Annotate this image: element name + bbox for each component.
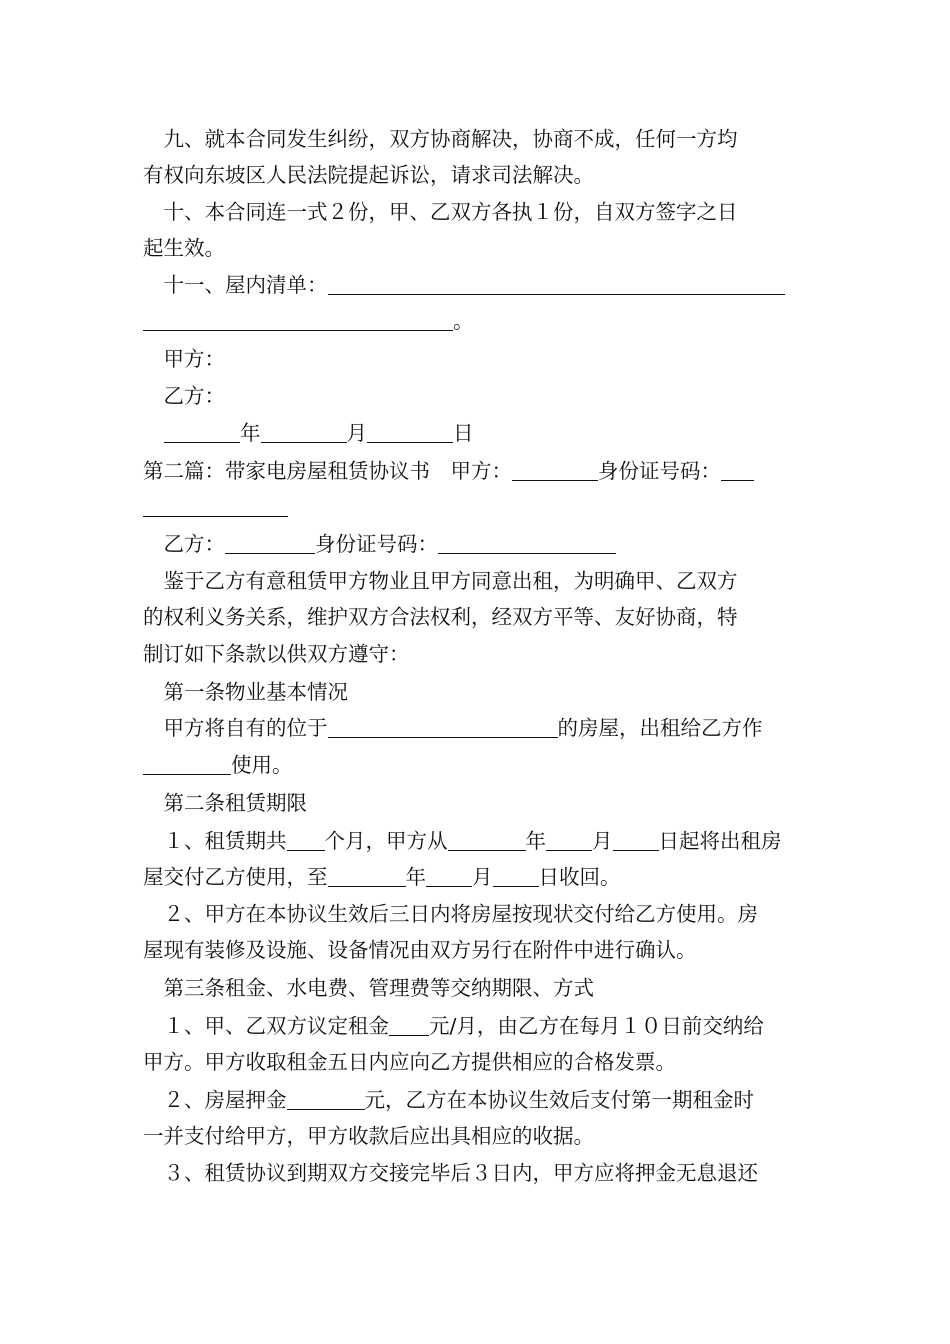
text: 日收回。 <box>538 865 621 889</box>
text: 起生效。 <box>143 236 225 260</box>
text: 甲方将自有的位于 <box>143 716 328 740</box>
text: 有权向东坡区人民法院提起诉讼，请求司法解决。 <box>143 163 594 187</box>
blank-field <box>426 864 472 887</box>
party-b-info-line <box>143 529 616 559</box>
blank-field <box>328 864 406 887</box>
text: １、租赁期共 <box>143 829 287 853</box>
blank-field <box>287 828 325 851</box>
text: 月 <box>346 421 367 445</box>
text: 屋现有装修及设施、设备情况由双方另行在附件中进行确认。 <box>143 938 697 962</box>
text: 年 <box>405 865 426 889</box>
article-2-item-1-line-1 <box>143 826 782 856</box>
text: 身份证号码： <box>598 459 721 483</box>
text: 身份证号码： <box>315 532 438 556</box>
blank-field <box>143 308 453 331</box>
text: 月 <box>592 829 613 853</box>
blank-field <box>164 420 240 443</box>
text: 元/月，由乙方在每月１０日前交纳给 <box>429 1014 764 1038</box>
clause-9-line-2 <box>143 160 594 190</box>
article-1-line-2 <box>143 750 293 780</box>
text: 乙方： <box>143 384 225 408</box>
text: 个月，甲方从 <box>324 829 448 853</box>
text: 日起将出租房 <box>658 829 782 853</box>
part-2-title-line <box>143 456 754 486</box>
text: 甲方。甲方收取租金五日内应向乙方提供相应的合格发票。 <box>143 1050 676 1074</box>
blank-field <box>287 1087 365 1110</box>
text: 使用。 <box>231 753 293 777</box>
blank-field <box>143 494 288 517</box>
blank-field <box>389 1013 429 1036</box>
text: 十一、屋内清单： <box>143 273 328 297</box>
text: 十、本合同连一式２份，甲、乙双方各执１份，自双方签字之日 <box>143 200 738 224</box>
party-a-signature <box>143 344 225 374</box>
article-2-item-1-line-2 <box>143 862 621 892</box>
blank-field <box>261 420 347 443</box>
text: 第一条物业基本情况 <box>143 680 348 704</box>
article-2-heading <box>143 788 307 818</box>
text: 。 <box>453 309 474 333</box>
text: 第二篇：带家电房屋租赁协议书 甲方： <box>143 459 512 483</box>
part-2-title-line-2 <box>143 492 288 522</box>
text: 日 <box>453 421 474 445</box>
signature-date <box>164 418 474 448</box>
party-b-signature <box>143 381 225 411</box>
blank-field <box>613 828 659 851</box>
text: 九、就本合同发生纠纷，双方协商解决，协商不成，任何一方均 <box>143 127 738 151</box>
text: 第三条租金、水电费、管理费等交纳期限、方式 <box>143 976 594 1000</box>
blank-field <box>367 420 453 443</box>
text: 月 <box>472 865 493 889</box>
text: ３、租赁协议到期双方交接完毕后３日内，甲方应将押金无息退还 <box>143 1161 758 1185</box>
text: 元，乙方在本协议生效后支付第一期租金时 <box>364 1088 754 1112</box>
article-3-item-3-line-1 <box>143 1158 758 1188</box>
article-3-item-1-line-1 <box>143 1011 764 1041</box>
text: 屋交付乙方使用，至 <box>143 865 328 889</box>
text: 一并支付给甲方，甲方收款后应出具相应的收据。 <box>143 1124 594 1148</box>
article-3-item-2-line-2 <box>143 1121 594 1151</box>
article-2-item-2-line-2 <box>143 935 697 965</box>
preamble-line-2 <box>143 602 738 632</box>
article-1-heading <box>143 677 348 707</box>
article-2-item-2-line-1 <box>143 899 758 929</box>
preamble-line-3 <box>143 639 410 669</box>
text: 制订如下条款以供双方遵守： <box>143 642 410 666</box>
text: 鉴于乙方有意租赁甲方物业且甲方同意出租，为明确甲、乙双方 <box>143 569 738 593</box>
clause-11-line-2 <box>143 306 474 336</box>
blank-field <box>328 272 785 295</box>
blank-field <box>546 828 592 851</box>
article-3-item-1-line-2 <box>143 1047 676 1077</box>
blank-field <box>448 828 526 851</box>
text: 年 <box>525 829 546 853</box>
text: １、甲、乙双方议定租金 <box>143 1014 389 1038</box>
text: 的权利义务关系，维护双方合法权利，经双方平等、友好协商，特 <box>143 605 738 629</box>
text: 甲方： <box>143 347 225 371</box>
clause-10-line-2 <box>143 233 225 263</box>
blank-field <box>493 864 539 887</box>
clause-9-line-1 <box>143 124 738 154</box>
article-3-item-2-line-1 <box>143 1085 754 1115</box>
blank-field <box>721 458 754 481</box>
clause-10-line-1 <box>143 197 738 227</box>
clause-11-line-1 <box>143 270 785 300</box>
preamble-line-1 <box>143 566 738 596</box>
article-1-line-1 <box>143 713 763 743</box>
text: 的房屋，出租给乙方作 <box>557 716 763 740</box>
blank-field <box>143 752 231 775</box>
article-3-heading <box>143 973 594 1003</box>
text: 乙方： <box>143 532 225 556</box>
text: ２、甲方在本协议生效后三日内将房屋按现状交付给乙方使用。房 <box>143 902 758 926</box>
blank-field <box>512 458 598 481</box>
blank-field <box>225 531 315 554</box>
text: ２、房屋押金 <box>143 1088 287 1112</box>
text: 年 <box>240 421 261 445</box>
blank-field <box>438 531 616 554</box>
blank-field <box>328 715 558 738</box>
text: 第二条租赁期限 <box>143 791 307 815</box>
